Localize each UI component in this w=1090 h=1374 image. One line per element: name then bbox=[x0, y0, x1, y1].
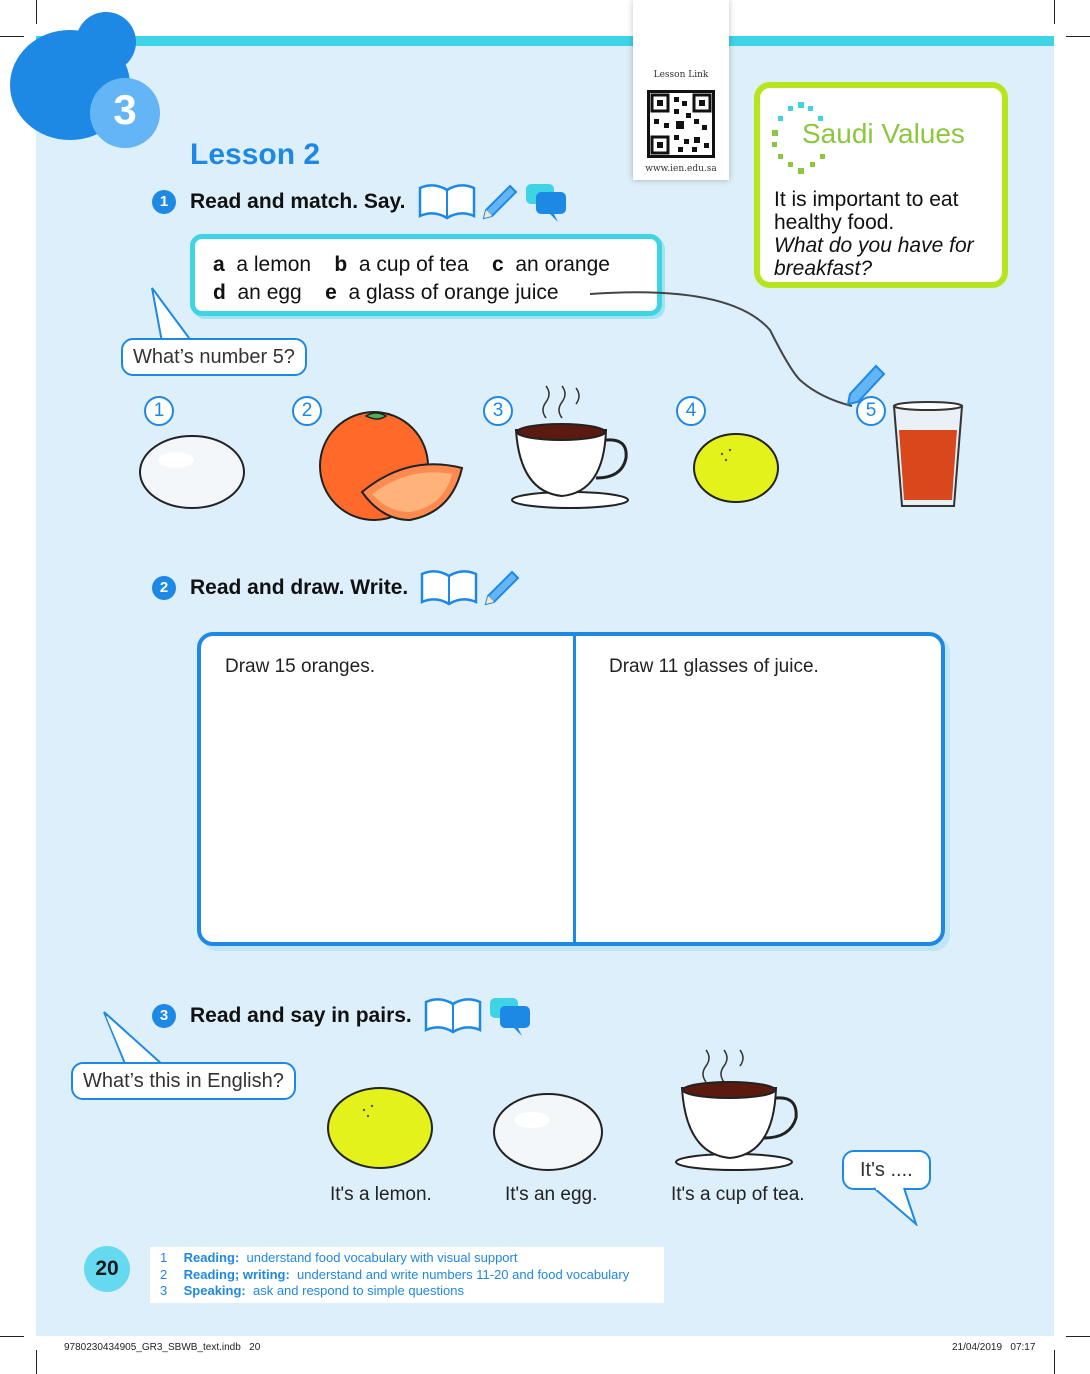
top-band bbox=[728, 36, 1054, 46]
qr-card[interactable] bbox=[633, 0, 729, 180]
objective-skill: Reading; writing: bbox=[183, 1266, 290, 1282]
word-item: an egg bbox=[237, 281, 302, 304]
word-letter: a bbox=[213, 253, 225, 276]
book-icon bbox=[418, 568, 480, 608]
activity-number: 2 bbox=[152, 576, 176, 600]
objective-text: understand and write numbers 11-20 and food vocabulary bbox=[297, 1266, 630, 1282]
learning-objectives bbox=[150, 1247, 664, 1303]
word-item: a lemon bbox=[236, 253, 312, 276]
picture-number: 5 bbox=[856, 396, 886, 426]
crop-mark bbox=[1054, 0, 1055, 24]
caption-egg: It's an egg. bbox=[505, 1184, 598, 1205]
activity-number: 1 bbox=[152, 190, 176, 214]
objective-text: ask and respond to simple questions bbox=[252, 1283, 464, 1298]
qr-label: Lesson Link bbox=[653, 70, 709, 80]
picture-number: 3 bbox=[483, 396, 513, 426]
word-letter: b bbox=[334, 253, 348, 276]
word-bank-row bbox=[213, 253, 610, 277]
objective-number: 2 bbox=[160, 1266, 168, 1282]
word-item: a glass of orange juice bbox=[348, 281, 559, 304]
activity-3-header bbox=[152, 996, 532, 1036]
crop-mark bbox=[1054, 1350, 1055, 1374]
crop-mark bbox=[0, 1336, 24, 1337]
pencil-icon bbox=[480, 182, 520, 222]
bubble-tail bbox=[146, 286, 196, 344]
activity-instruction: Read and say in pairs. bbox=[190, 1004, 412, 1027]
objective-row bbox=[160, 1267, 654, 1284]
lesson-title: Lesson 2 bbox=[190, 138, 321, 171]
caption-tea: It's a cup of tea. bbox=[671, 1184, 805, 1205]
egg-image bbox=[490, 1090, 608, 1174]
objective-number: 1 bbox=[160, 1250, 168, 1265]
values-text bbox=[774, 188, 1004, 280]
crop-mark bbox=[36, 1350, 37, 1374]
values-question: What do you have for breakfast? bbox=[774, 234, 974, 280]
picture-number: 1 bbox=[144, 396, 174, 426]
objective-skill: Reading: bbox=[183, 1250, 240, 1265]
footer-date: 21/04/2019 07:17 bbox=[952, 1342, 1036, 1353]
crop-mark bbox=[36, 0, 37, 24]
chat-icon bbox=[488, 996, 532, 1036]
word-item: a cup of tea bbox=[358, 253, 469, 276]
caption-lemon: It's a lemon. bbox=[330, 1184, 432, 1205]
saudi-values-box bbox=[754, 82, 1008, 288]
values-statement: It is important to eat healthy food. bbox=[774, 188, 959, 234]
draw-instruction-left: Draw 15 oranges. bbox=[225, 656, 375, 677]
activity-instruction: Read and match. Say. bbox=[190, 190, 406, 213]
lemon-image bbox=[324, 1082, 440, 1174]
crop-mark bbox=[1066, 36, 1090, 37]
activity-number: 3 bbox=[152, 1004, 176, 1028]
word-bank-row bbox=[213, 281, 559, 305]
qr-code-icon[interactable] bbox=[647, 90, 715, 158]
tea-cup-image bbox=[672, 1046, 802, 1172]
objective-skill: Speaking: bbox=[183, 1283, 246, 1298]
picture-number: 4 bbox=[676, 396, 706, 426]
qr-url: www.ien.edu.sa bbox=[645, 164, 717, 174]
draw-instruction-right: Draw 11 glasses of juice. bbox=[609, 656, 819, 677]
book-icon bbox=[422, 996, 484, 1036]
objective-row bbox=[160, 1283, 654, 1300]
picture-number: 2 bbox=[292, 396, 322, 426]
page-number: 20 bbox=[84, 1246, 130, 1292]
word-letter: e bbox=[325, 281, 337, 304]
pencil-icon bbox=[482, 568, 522, 608]
values-title: Saudi Values bbox=[802, 118, 965, 149]
word-letter: d bbox=[213, 281, 226, 304]
lemon-image bbox=[690, 428, 782, 506]
word-letter: c bbox=[492, 253, 504, 276]
bubble-tail bbox=[870, 1186, 920, 1226]
juice-glass-image bbox=[890, 400, 966, 512]
egg-image bbox=[136, 428, 256, 514]
activity-1-header bbox=[152, 182, 568, 222]
book-icon bbox=[416, 182, 478, 222]
unit-decoration bbox=[76, 12, 136, 72]
objective-row bbox=[160, 1250, 654, 1267]
objective-number: 3 bbox=[160, 1283, 168, 1298]
crop-mark bbox=[1066, 1336, 1090, 1337]
crop-mark bbox=[0, 36, 24, 37]
activity-2-header bbox=[152, 568, 522, 608]
speech-bubble-answer: It's .... bbox=[842, 1150, 931, 1190]
chat-icon bbox=[524, 182, 568, 222]
match-line bbox=[590, 280, 890, 420]
activity-instruction: Read and draw. Write. bbox=[190, 576, 409, 599]
objective-text: understand food vocabulary with visual support bbox=[246, 1250, 518, 1265]
drawing-area bbox=[197, 632, 945, 946]
orange-image bbox=[312, 408, 472, 526]
word-item: an orange bbox=[515, 253, 610, 276]
bubble-tail bbox=[98, 1010, 168, 1068]
tea-cup-image bbox=[506, 382, 632, 512]
footer-file: 9780230434905_GR3_SBWB_text.indb 20 bbox=[64, 1342, 261, 1353]
unit-number: 3 bbox=[113, 86, 137, 133]
speech-bubble-question: What’s number 5? bbox=[121, 338, 307, 376]
speech-bubble-question: What’s this in English? bbox=[71, 1062, 296, 1100]
draw-divider bbox=[573, 636, 576, 942]
